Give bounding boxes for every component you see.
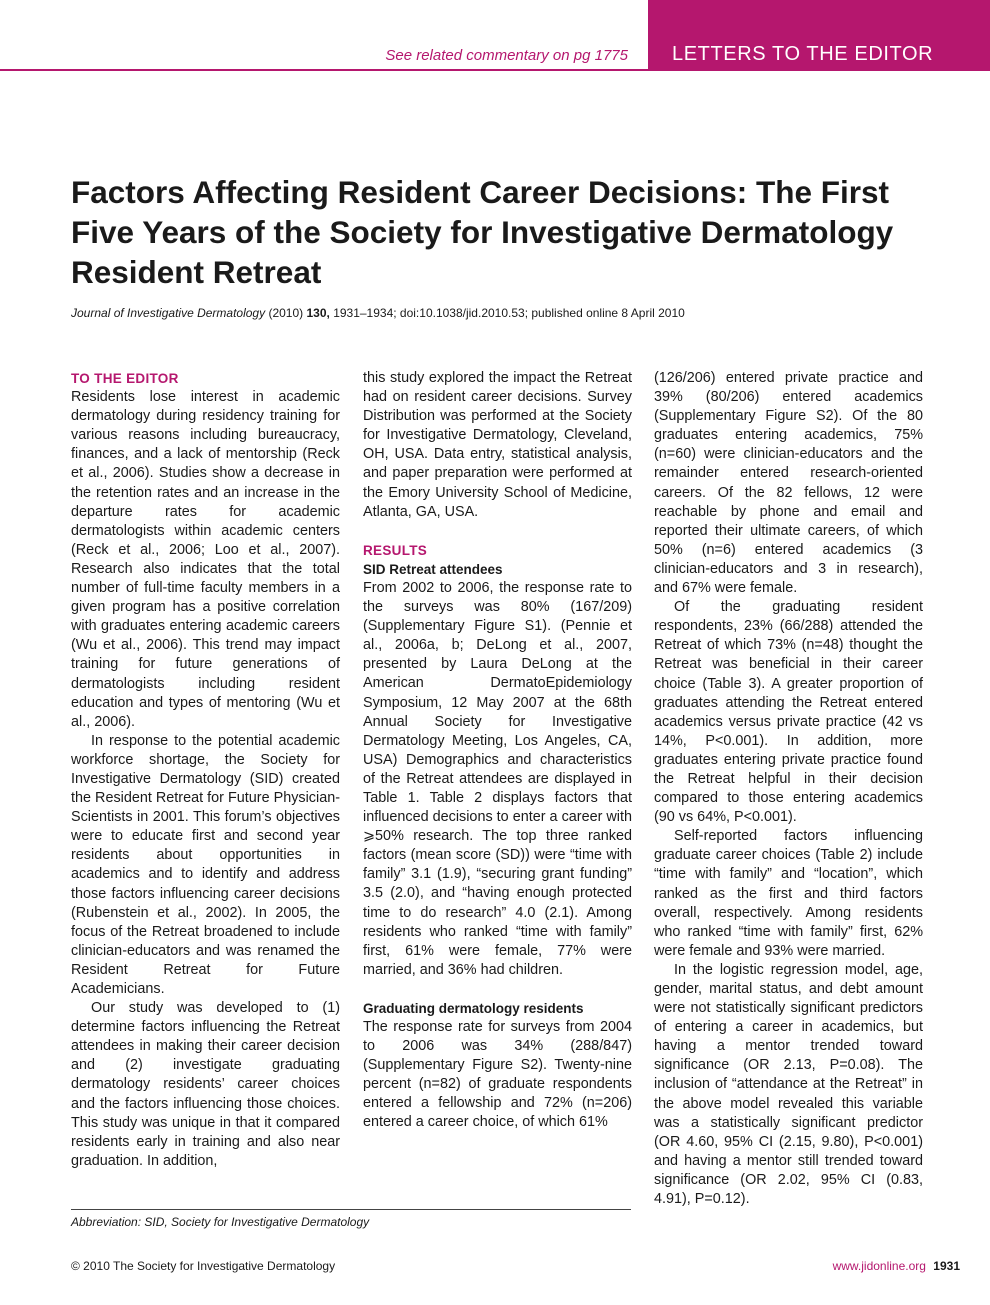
section-label: LETTERS TO THE EDITOR xyxy=(672,43,934,65)
related-commentary-link[interactable]: See related commentary on pg 1775 xyxy=(385,47,628,64)
article-title: Factors Affecting Resident Career Decisions: The First Five Years of the Society for Investigative Dermatology Resident Retreat xyxy=(71,174,894,290)
to-editor-heading: TO THE EDITOR xyxy=(71,371,179,386)
paragraph: In response to the potential academic workforce shortage, the Society for Investigative Dermatology (SID) created the Resident Retreat for Future Physician-Scientists in 2001. This forum’s objectives were to educate first and second year residents about opportunities in academics and to identify and address those factors influencing career decisions (Rubenstein et al., 2002). In 2005, the focus of the Retreat broadened to include clinician-educators and was renamed the Resident Retreat for Future Academicians. xyxy=(71,732,340,997)
column-middle xyxy=(363,369,632,1133)
citation-volume: 130, xyxy=(306,306,330,320)
footnote-rule xyxy=(71,1209,631,1210)
journal-url-link[interactable]: www.jidonline.org xyxy=(832,1259,926,1273)
sid-attendees-subheading: SID Retreat attendees xyxy=(363,561,503,577)
paragraph: Our study was developed to (1) determine factors influencing the Retreat attendees in making their career decision and (2) investigate graduating dermatology residents’ career choices and the factors influencing those choices. This study was unique in that it compared residents early in training and also near graduation. In addition, xyxy=(71,1000,340,1169)
page-number: 1931 xyxy=(933,1259,960,1273)
paragraph: In the logistic regression model, age, gender, marital status, and debt amount were not statistically significant predictors of entering a career in academics, but having a mentor trended toward significance (OR 2.13, P=0.08). The inclusion of “attendance at the Retreat” in the above model revealed this variable was a statistically significant predictor (OR 4.60, 95% CI (2.15, 9.80), P<0.001) and having a mentor still trended toward significance (OR 2.02, 95% CI (0.83, 4.91), P=0.12). xyxy=(654,961,923,1208)
column-right xyxy=(654,369,923,1209)
citation-year: (2010) xyxy=(268,306,304,320)
citation-details: 1931–1934; doi:10.1038/jid.2010.53; published online 8 April 2010 xyxy=(333,306,685,320)
page-footer xyxy=(833,1259,960,1273)
section-tab xyxy=(648,0,990,70)
paragraph: Residents lose interest in academic dermatology during residency training for various reasons including bureaucracy, finances, and a lack of mentorship (Reck et al., 2006). Studies show a decrease in the retention rates and an increase in the departure rates for academic dermatologists within academic centers (Reck et al., 2006; Loo et al., 2007). Research also indicates that the total number of full-time faculty members in a given program has a positive correlation with graduates entering academic careers (Wu et al., 2006). This trend may impact training for future generations of dermatologists including resident education and types of mentoring (Wu et al., 2006). xyxy=(71,389,340,730)
paragraph: (126/206) entered private practice and 39% (80/206) entered academics (Supplementary Figure S2). Of the 80 graduates entering academics, 75% (n=60) were clinician-educators and the remainder entered research-oriented careers. Of the 82 fellows, 12 were reachable by phone and email and reported their ultimate careers, of which 50% (n=6) entered academics (3 clinician-educators and 3 in research), and 67% were female. xyxy=(654,370,923,597)
paragraph: Of the graduating resident respondents, 23% (66/288) attended the Retreat of which 73% (n=48) thought the Retreat was beneficial in their career choice (Table 3). A greater proportion of graduates attending the Retreat entered academics versus private practice (42 vs 14%, P<0.001). In addition, more graduates entering private practice found the Retreat helpful in their decision compared to those entering academics (90 vs 64%, P<0.001). xyxy=(654,599,923,826)
results-heading: RESULTS xyxy=(363,542,428,558)
header-rule xyxy=(0,69,990,71)
paragraph: this study explored the impact the Retreat had on resident career decisions. Survey Distribution was performed at the Society for Investigative Dermatology, Cleveland, OH, USA. Data entry, statistical analysis, and paper preparation were performed at the Emory University School of Medicine, Atlanta, GA, USA. xyxy=(363,370,632,520)
copyright-notice: © 2010 The Society for Investigative Dermatology xyxy=(71,1259,336,1273)
paragraph: Self-reported factors influencing graduate career choices (Table 2) include “time with family” and “location”, which ranked as the first and third factors overall, respectively. Among residents who ranked “time with family” first, 62% were female and 93% were married. xyxy=(654,828,923,959)
journal-name: Journal of Investigative Dermatology xyxy=(71,306,266,320)
abbreviation-note: Abbreviation: SID, Society for Investigative Dermatology xyxy=(71,1215,370,1229)
paragraph: From 2002 to 2006, the response rate to the surveys was 80% (167/209) (Supplementary Figure S1). (Pennie et al., 2006a, b; DeLong et al., 2007, presented by Laura DeLong at the American DermatoEpidemiology Symposium, 12 May 2007 at the 68th Annual Society for Investigative Dermatology Meeting, Los Angeles, CA, USA) Demographics and characteristics of the Retreat attendees are displayed in Table 1. Table 2 displays factors that influenced decisions to enter a career with ⩾50% research. The top three ranked factors (mean score (SD)) were “time with family” 3.1 (1.9), “securing grant funding” 3.5 (2.0), and “having enough protected time to do research” 4.0 (2.1). Among residents who ranked “time with family” first, 61% were female, 77% were married, and 36% had children. xyxy=(363,579,632,978)
graduating-residents-subheading: Graduating dermatology residents xyxy=(363,1000,584,1016)
paragraph: The response rate for surveys from 2004 to 2006 was 34% (288/847) (Supplementary Figure S2). Twenty-nine percent (n=82) of graduate respondents entered a fellowship and 72% (n=206) entered a career choice, of which 61% xyxy=(363,1019,632,1131)
citation-line xyxy=(71,305,685,321)
column-left xyxy=(71,369,340,1171)
